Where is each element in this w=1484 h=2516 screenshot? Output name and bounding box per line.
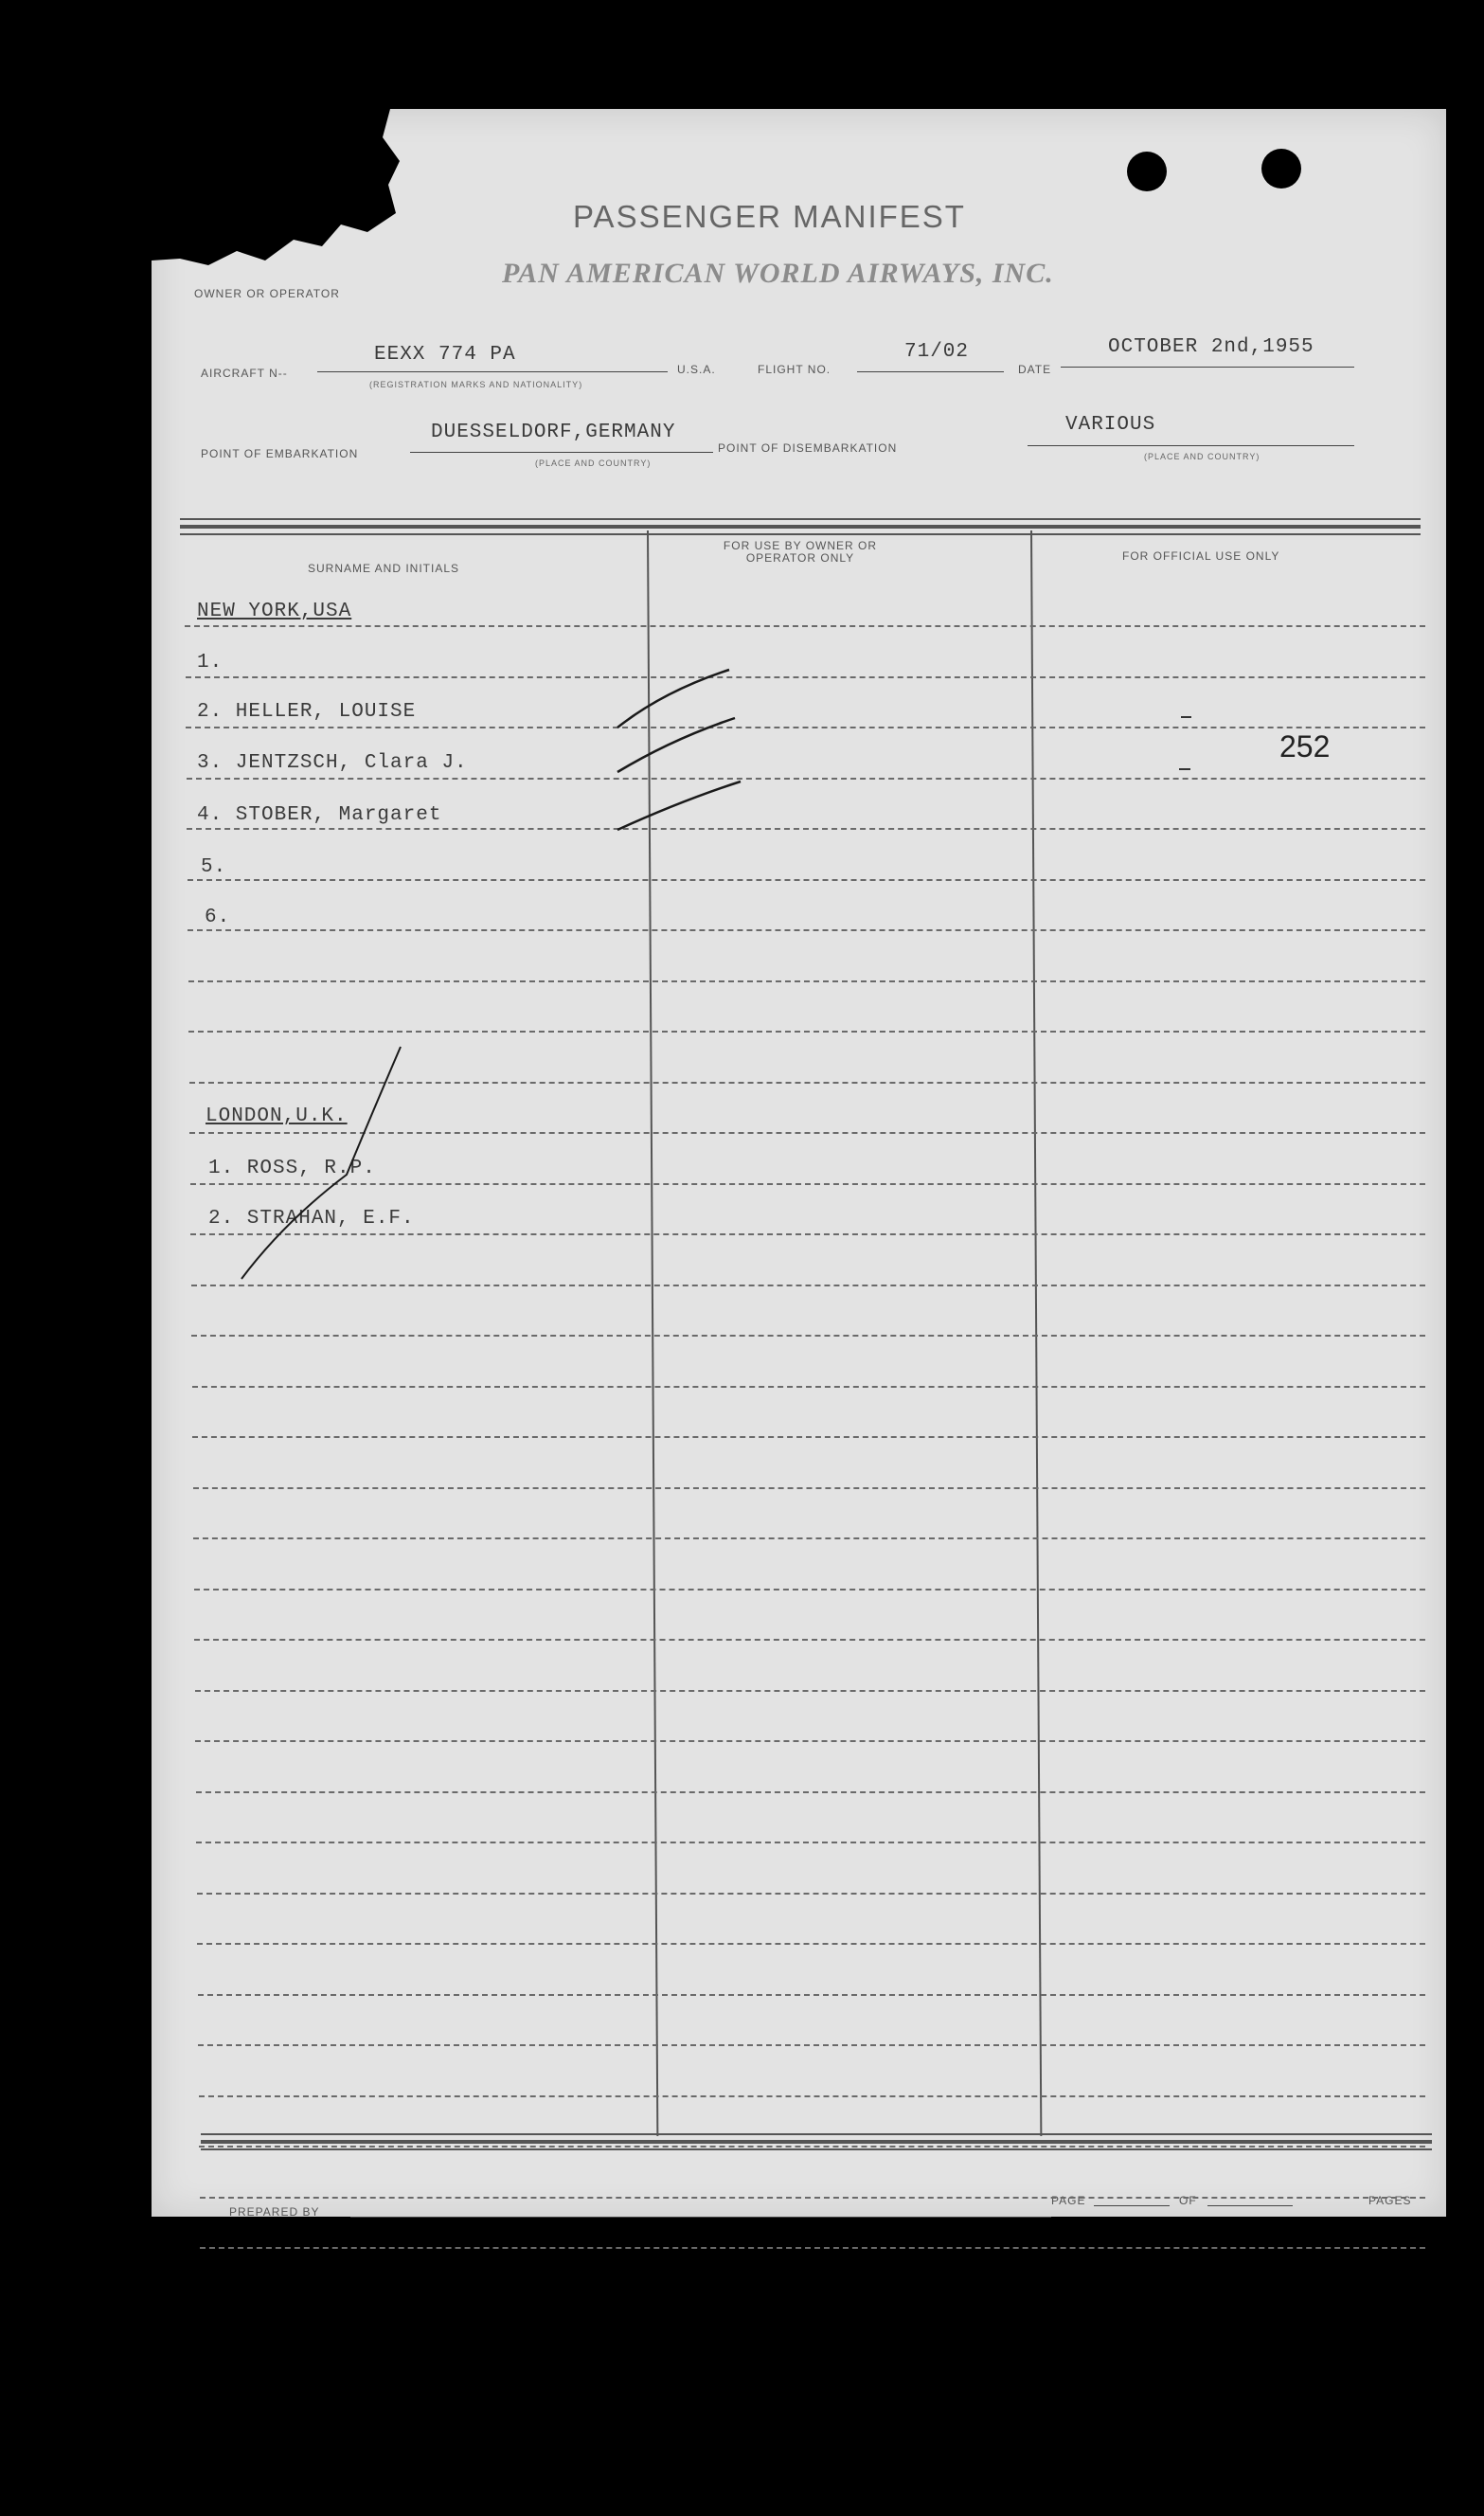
official-stamp-number: 252 xyxy=(1279,729,1331,764)
col-header-official-use: FOR OFFICIAL USE ONLY xyxy=(1122,549,1280,563)
embarkation-value: DUESSELDORF,GERMANY xyxy=(431,422,676,443)
passenger-entry: 1. ROSS, R.P. xyxy=(208,1158,376,1179)
date-label: DATE xyxy=(1018,363,1052,376)
of-label: OF xyxy=(1179,2194,1197,2207)
page-label: PAGE xyxy=(1051,2194,1086,2207)
passenger-entry: 6. xyxy=(205,907,231,928)
passenger-entry: 5. xyxy=(201,856,227,878)
airline-name: PAN AMERICAN WORLD AIRWAYS, INC. xyxy=(502,258,1054,289)
col-header-surname: SURNAME AND INITIALS xyxy=(308,562,460,575)
passenger-entry: 2. STRAHAN, E.F. xyxy=(208,1208,415,1230)
usa-label: U.S.A. xyxy=(677,363,716,376)
disembarkation-sublabel: (PLACE AND COUNTRY) xyxy=(1144,452,1261,461)
disembarkation-value: VARIOUS xyxy=(1065,414,1156,436)
passenger-entry: 1. xyxy=(197,652,223,674)
passenger-entry: 4. STOBER, Margaret xyxy=(197,804,442,826)
passenger-entry: 2. HELLER, LOUISE xyxy=(197,701,417,723)
aircraft-label: AIRCRAFT N-- xyxy=(201,367,288,380)
document-title: PASSENGER MANIFEST xyxy=(573,199,966,234)
prepared-by-label: PREPARED BY xyxy=(229,2205,320,2219)
owner-label: OWNER OR OPERATOR xyxy=(194,287,340,300)
list-heading-london: LONDON,U.K. xyxy=(206,1105,348,1127)
pages-label: PAGES xyxy=(1368,2194,1412,2207)
col-header-owner-use: FOR USE BY OWNER OR OPERATOR ONLY xyxy=(723,539,878,565)
disembarkation-label: POINT OF DISEMBARKATION xyxy=(718,441,898,455)
date-value: OCTOBER 2nd,1955 xyxy=(1108,336,1314,358)
flight-label: FLIGHT NO. xyxy=(758,363,831,376)
aircraft-sublabel: (REGISTRATION MARKS AND NATIONALITY) xyxy=(369,380,583,389)
list-heading-new-york: NEW YORK,USA xyxy=(197,601,352,622)
embarkation-sublabel: (PLACE AND COUNTRY) xyxy=(535,458,652,468)
flight-value: 71/02 xyxy=(904,341,970,363)
aircraft-value: EEXX 774 PA xyxy=(374,344,516,366)
passenger-entry: 3. JENTZSCH, Clara J. xyxy=(197,752,468,774)
embarkation-label: POINT OF EMBARKATION xyxy=(201,447,359,460)
